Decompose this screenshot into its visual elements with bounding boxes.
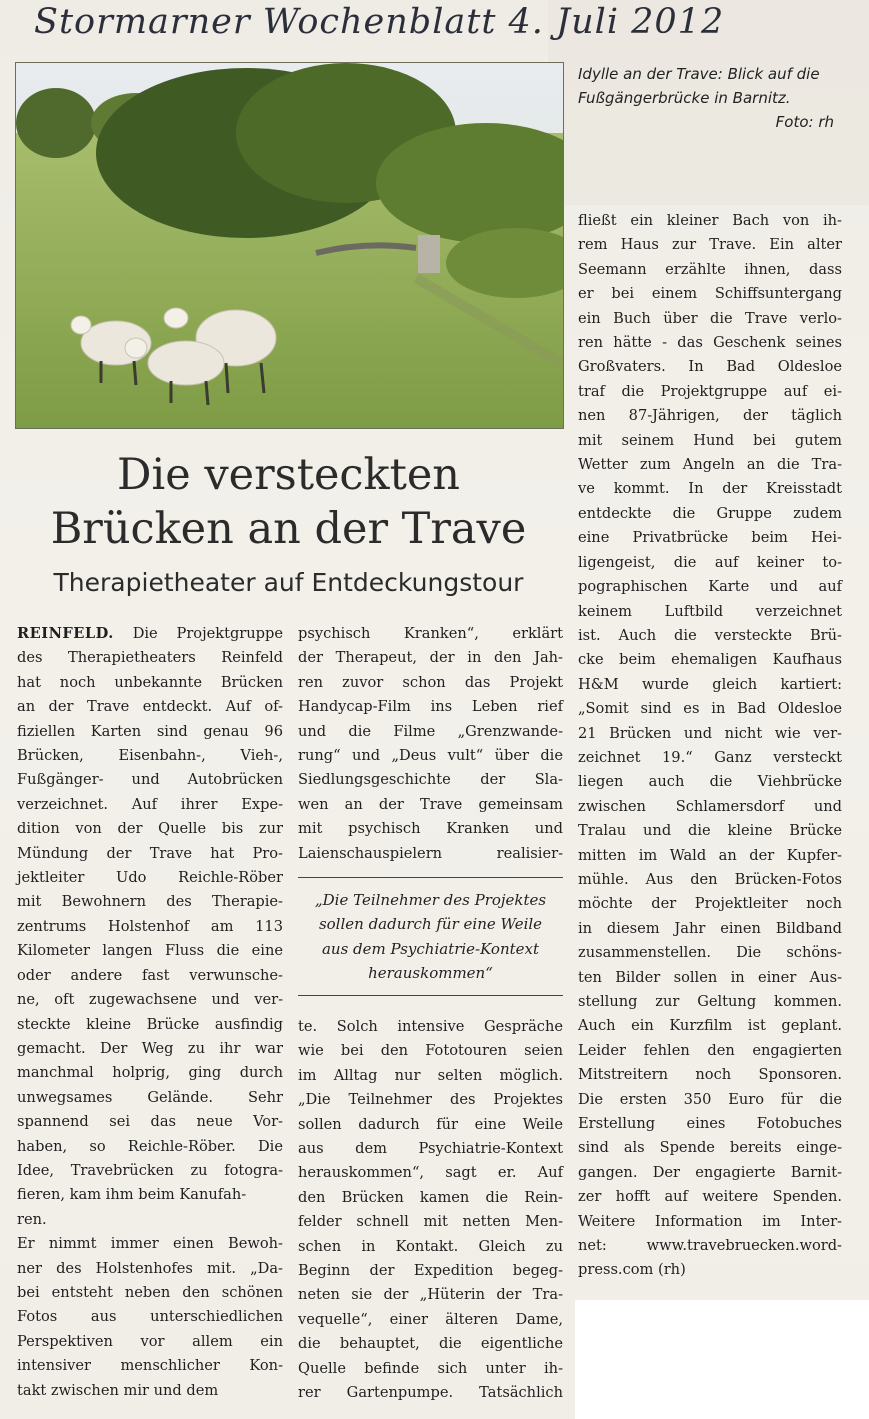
body-line: verzeichnet. Auf ihrer Expe- [17,795,283,813]
body-line: Tralau und die kleine Brücke [578,822,842,840]
body-line: Wetter zum Angeln an die Tra- [578,456,842,474]
body-line: die behauptet, die eigentliche [298,1335,563,1353]
body-line: ne, oft zugewachsene und ver- [17,991,283,1009]
body-line: pographischen Karte und auf [578,578,842,596]
body-line: Perspektiven vor allem ein [17,1332,283,1350]
body-line: Die ersten 350 Euro für die [578,1090,842,1108]
body-line: jektleiter Udo Reichle-Röber [17,869,283,887]
body-line: ist. Auch die versteckte Brü- [578,626,842,644]
body-line: wie bei den Fototouren seien [298,1042,563,1060]
body-line: hat noch unbekannte Brücken [17,673,283,691]
body-line: Beginn der Expedition begeg- [298,1262,563,1280]
body-line: te. Solch intensive Gespräche [298,1018,563,1035]
pull-quote [298,877,563,996]
body-line: keinem Luftbild verzeichnet [578,602,842,620]
body-line: press.com (rh) [578,1261,686,1279]
body-line: gemacht. Der Weg zu ihr war [17,1039,283,1057]
body-line: des Therapietheaters Reinfeld [17,649,283,667]
body-line: steckte kleine Brücke ausfindig [17,1015,283,1033]
body-line: psychisch Kranken“, erklärt [298,625,563,642]
body-line: rer Gartenpumpe. Tatsächlich [298,1384,563,1402]
body-line: mit psychisch Kranken und [298,820,563,838]
article-column-3 [578,209,842,1283]
body-line: sollen dadurch für eine Weile [318,915,543,934]
body-line: zwischen Schlamersdorf und [578,797,842,815]
body-line: den Brücken kamen die Rein- [298,1188,563,1206]
body-line: Fotos aus unterschiedlichen [17,1308,283,1326]
body-line: ren zuvor schon das Projekt [298,673,563,691]
body-line: ren hätte - das Geschenk seines [578,334,842,352]
body-line: stellung zur Geltung kommen. [578,993,842,1010]
body-line: Weitere Information im Inter- [578,1212,842,1230]
body-line: an der Trave entdeckt. Auf of- [17,698,283,716]
body-line: intensiver menschlicher Kon- [17,1357,283,1375]
body-line: H&M wurde gleich kartiert: [578,675,842,693]
sheep-bridge-photo [16,63,563,428]
body-line: mit seinem Hund bei gutem [578,431,842,449]
body-line: ten Bilder sollen in einer Aus- [578,968,842,986]
body-line: nen 87-Jährigen, der täglich [578,407,842,425]
body-line: Fußgänger- und Autobrücken [17,771,283,789]
body-line [17,622,283,646]
body-line: aus dem Psychiatrie-Kontext [298,1140,563,1158]
body-line: bei entsteht neben den schönen [17,1283,283,1301]
headline-line: Brücken an der Trave [50,504,527,554]
body-line: Idee, Travebrücken zu fotogra- [17,1161,283,1179]
body-line: 21 Brücken und nicht wie ver- [578,724,842,742]
body-line: rung“ und „Deus vult“ über die [298,747,563,765]
body-line: zusammenstellen. Die schöns- [578,944,842,962]
body-line: dition von der Quelle bis zur [17,820,283,838]
body-line: Seemann erzählte ihnen, dass [578,260,842,278]
body-line: neten sie der „Hüterin der Tra- [298,1286,563,1304]
body-line: sind als Spende bereits einge- [578,1139,842,1157]
body-line-text: Die Projektgruppe [113,625,283,642]
body-line: Leider fehlen den engagierten [578,1041,842,1059]
body-line: mit Bewohnern des Therapie- [17,893,283,911]
body-line: „Somit sind es in Bad Oldesloe [578,700,842,718]
body-line: vequelle“, einer älteren Dame, [298,1310,563,1328]
body-line: Quelle befinde sich unter ih- [298,1359,563,1377]
body-line: zeichnet 19.“ Ganz versteckt [578,748,842,766]
body-line: mitten im Wald an der Kupfer- [578,846,842,864]
photo-credit: Foto: rh [775,113,834,131]
body-line: ren. [17,1210,47,1228]
body-line: Laienschauspielern realisier- [298,844,563,862]
body-line: ner des Holstenhofes mit. „Da- [17,1259,283,1277]
article-column-2 [298,622,563,866]
body-line: „Die Teilnehmer des Projektes [298,1091,563,1109]
body-line: zer hofft auf weitere Spenden. [578,1188,842,1206]
body-line: eine Privatbrücke beim Hei- [578,529,842,547]
body-line: gangen. Der engagierte Barnit- [578,1163,842,1181]
handwritten-source-note: Stormarner Wochenblatt 4. Juli 2012 [34,2,725,42]
body-line: mühle. Aus den Brücken-Fotos [578,870,842,888]
body-line: Brücken, Eisenbahn-, Vieh-, [17,747,283,765]
caption-line: Fußgängerbrücke in Barnitz. [578,89,791,107]
article-column-1 [17,622,283,1403]
dateline: REINFELD. [17,625,114,642]
body-line: traf die Projektgruppe auf ei- [578,382,842,400]
body-line: der Therapeut, der in den Jah- [298,649,563,667]
body-line: Siedlungsgeschichte der Sla- [298,771,563,789]
body-line: Kilometer langen Fluss die eine [17,942,283,960]
body-line: unwegsames Gelände. Sehr [17,1088,283,1106]
body-line: und die Filme „Grenzwande- [298,722,563,740]
article-photo [15,62,564,429]
body-line: takt zwischen mir und dem [17,1381,219,1399]
body-line: net: www.travebruecken.word- [578,1237,842,1255]
body-line: in diesem Jahr einen Bildband [578,919,842,937]
body-line: schen in Kontakt. Gleich zu [298,1237,563,1255]
body-line: liegen auch die Viehbrücke [578,773,842,791]
photo-caption [578,62,834,134]
caption-line: Idylle an der Trave: Blick auf die [578,65,820,83]
body-line: rem Haus zur Trave. Ein alter [578,236,842,254]
body-line: Erstellung eines Fotobuches [578,1115,842,1133]
body-line: ligengeist, die auf keiner to- [578,553,842,571]
headline-line: Die versteckten [117,450,460,500]
body-line: manchmal holprig, ging durch [17,1064,283,1082]
body-line: fieren, kam ihm beim Kanufah- [17,1186,247,1204]
body-line: Er nimmt immer einen Bewoh- [17,1235,283,1253]
body-line: „Die Teilnehmer des Projektes [314,891,547,909]
body-line: spannend sei das neue Vor- [17,1113,283,1131]
body-line: entdeckte die Gruppe zudem [578,504,842,522]
body-line: im Alltag nur selten möglich. [298,1066,563,1084]
body-line: Handycap-Film ins Leben rief [298,698,563,716]
body-line: oder andere fast verwunsche- [17,966,283,984]
body-line: wen an der Trave gemeinsam [298,795,563,813]
body-line: Auch ein Kurzfilm ist geplant. [578,1017,842,1035]
body-line: fiziellen Karten sind genau 96 [17,722,283,740]
headline [15,448,562,556]
subheadline: Therapietheater auf Entdeckungstour [53,568,524,597]
body-line: möchte der Projektleiter noch [578,895,842,913]
body-line: haben, so Reichle-Röber. Die [17,1137,283,1155]
body-line: Mitstreitern noch Sponsoren. [578,1066,842,1084]
body-line: sollen dadurch für eine Weile [298,1115,563,1133]
body-line: ein Buch über die Trave verlo- [578,309,842,327]
article-column-2-continued [298,1015,563,1406]
body-line: Großvaters. In Bad Oldesloe [578,358,842,376]
body-line: Mündung der Trave hat Pro- [17,844,283,862]
body-line: ve kommt. In der Kreisstadt [578,480,842,498]
body-line: herauskommen“ [368,964,493,983]
body-line: felder schnell mit netten Men- [298,1213,563,1231]
body-line: herauskommen“, sagt er. Auf [298,1164,563,1182]
body-line: aus dem Psychiatrie-Kontext [321,939,540,958]
body-line: cke beim ehemaligen Kaufhaus [578,651,842,669]
body-line: fließt ein kleiner Bach von ih- [578,212,842,229]
body-line: zentrums Holstenhof am 113 [17,917,283,935]
body-line: er bei einem Schiffsuntergang [578,285,842,303]
cut-out-corner [575,1300,869,1419]
